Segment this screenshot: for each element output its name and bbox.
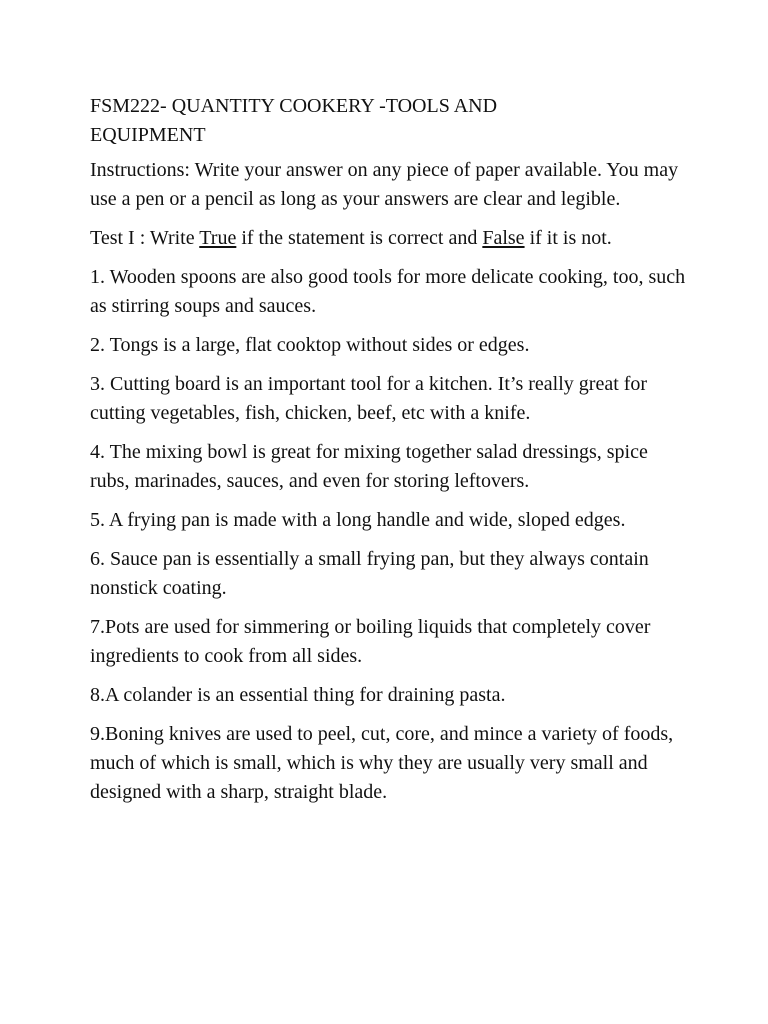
- document-title: [90, 92, 690, 150]
- question-6: 6. Sauce pan is essentially a small frying pan, but they always contain nonstick coating.: [90, 548, 649, 599]
- question-3: 3. Cutting board is an important tool for a kitchen. It’s really great for cutting vegetables, fish, chicken, beef, etc with a knife.: [90, 373, 648, 424]
- instructions-paragraph: Instructions: Write your answer on any piece of paper available. You may use a pen or a pencil as long as your answers are clear and legible.: [90, 159, 679, 210]
- true-word: True: [199, 227, 237, 249]
- question-9: 9.Boning knives are used to peel, cut, core, and mince a variety of foods, much of which is small, which is why they are usually very small and designed with a sharp, straight blade.: [90, 723, 674, 803]
- document-page: [90, 92, 690, 817]
- title-line-2: EQUIPMENT: [90, 124, 206, 146]
- question-1: 1. Wooden spoons are also good tools for more delicate cooking, too, such as stirring soups and sauces.: [90, 266, 686, 317]
- test-prefix: Test I : Write: [90, 227, 200, 249]
- question-7: 7.Pots are used for simmering or boiling liquids that completely cover ingredients to cook from all sides.: [90, 616, 651, 667]
- question-4: 4. The mixing bowl is great for mixing together salad dressings, spice rubs, marinades, sauces, and even for storing leftovers.: [90, 441, 648, 492]
- test-suffix: if it is not.: [524, 227, 612, 249]
- test-instruction: [90, 224, 690, 253]
- question-5: 5. A frying pan is made with a long handle and wide, sloped edges.: [90, 509, 626, 531]
- question-8: 8.A colander is an essential thing for draining pasta.: [90, 684, 506, 706]
- false-word: False: [482, 227, 525, 249]
- question-2: 2. Tongs is a large, flat cooktop without sides or edges.: [90, 334, 530, 356]
- title-line-1: FSM222- QUANTITY COOKERY -TOOLS AND: [90, 95, 498, 117]
- test-middle: if the statement is correct and: [236, 227, 483, 249]
